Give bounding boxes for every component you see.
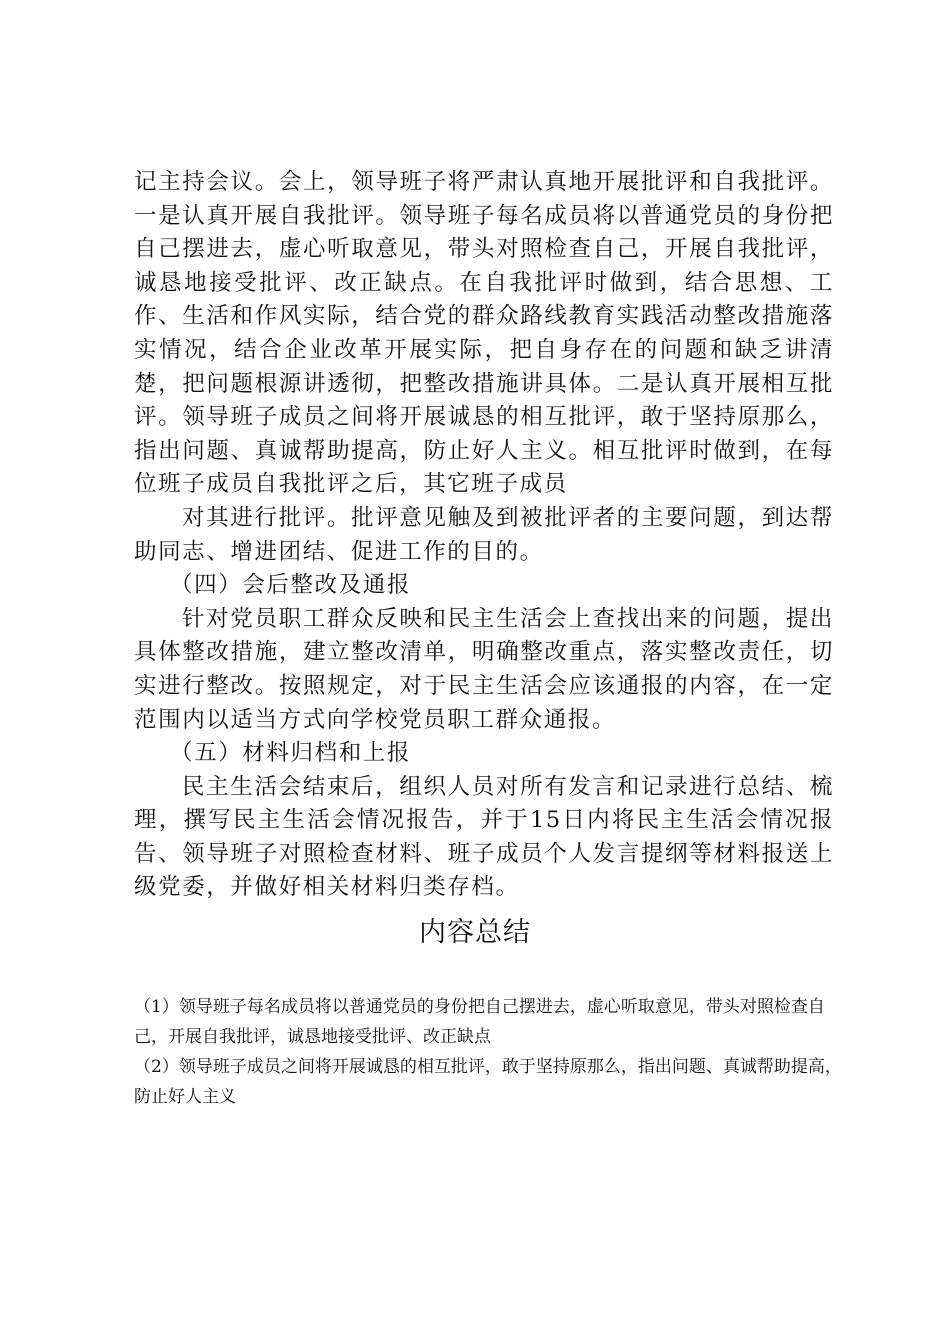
paragraph-self-criticism: 记主持会议。会上，领导班子将严肃认真地开展批评和自我批评。一是认真开展自我批评。领导班子每名成员将以普通党员的身份把自己摆进去，虚心听取意见，带头对照检查自己，开展自我批评，诚恳地接受批评、改正缺点。在自我批评时做到，结合思想、工作、生活和作风实际，结合党的群众路线教育实践活动整改措施落实情况，结合企业改革开展实际，把自身存在的问题和缺乏讲清楚，把问题根源讲透彻，把整改措施讲具体。二是认真开展相互批评。领导班子成员之间将开展诚恳的相互批评，敢于坚持原那么，指出问题、真诚帮助提高，防止好人主义。相互批评时做到，在每位班子成员自我批评之后，其它班子成员 — [134, 169, 834, 498]
paragraph-archiving: 民主生活会结束后，组织人员对所有发言和记录进行总结、梳理，撰写民主生活会情况报告，并于15日内将民主生活会情况报告、领导班子对照检查材料、班子成员个人发言提纲等材料报送上级党委，并做好相关材料归类存档。 — [134, 773, 834, 901]
summary-title: 内容总结 — [419, 917, 531, 948]
section-heading-rectification: （四）会后整改及通报 — [170, 572, 412, 599]
document-body — [134, 166, 834, 905]
paragraph-rectification: 针对党员职工群众反映和民主生活会上查找出来的问题，提出具体整改措施，建立整改清单，明确整改重点，落实整改责任，切实进行整改。按照规定，对于民主生活会应该通报的内容，在一定范围内以适当方式向学校党员职工群众通报。 — [134, 605, 834, 733]
paragraph-mutual-criticism-end: 对其进行批评。批评意见触及到被批评者的主要问题，到达帮助同志、增进团结、促进工作的目的。 — [134, 504, 834, 565]
summary-item: （1）领导班子每名成员将以普通党员的身份把自己摆进去，虚心听取意见，带头对照检查自己，开展自我批评，诚恳地接受批评、改正缺点 — [134, 997, 825, 1047]
summary-list — [134, 992, 846, 1112]
section-heading-archiving: （五）材料归档和上报 — [170, 740, 412, 767]
summary-item: （2）领导班子成员之间将开展诚恳的相互批评，敢于坚持原那么，指出问题、真诚帮助提高，防止好人主义 — [134, 1057, 842, 1107]
